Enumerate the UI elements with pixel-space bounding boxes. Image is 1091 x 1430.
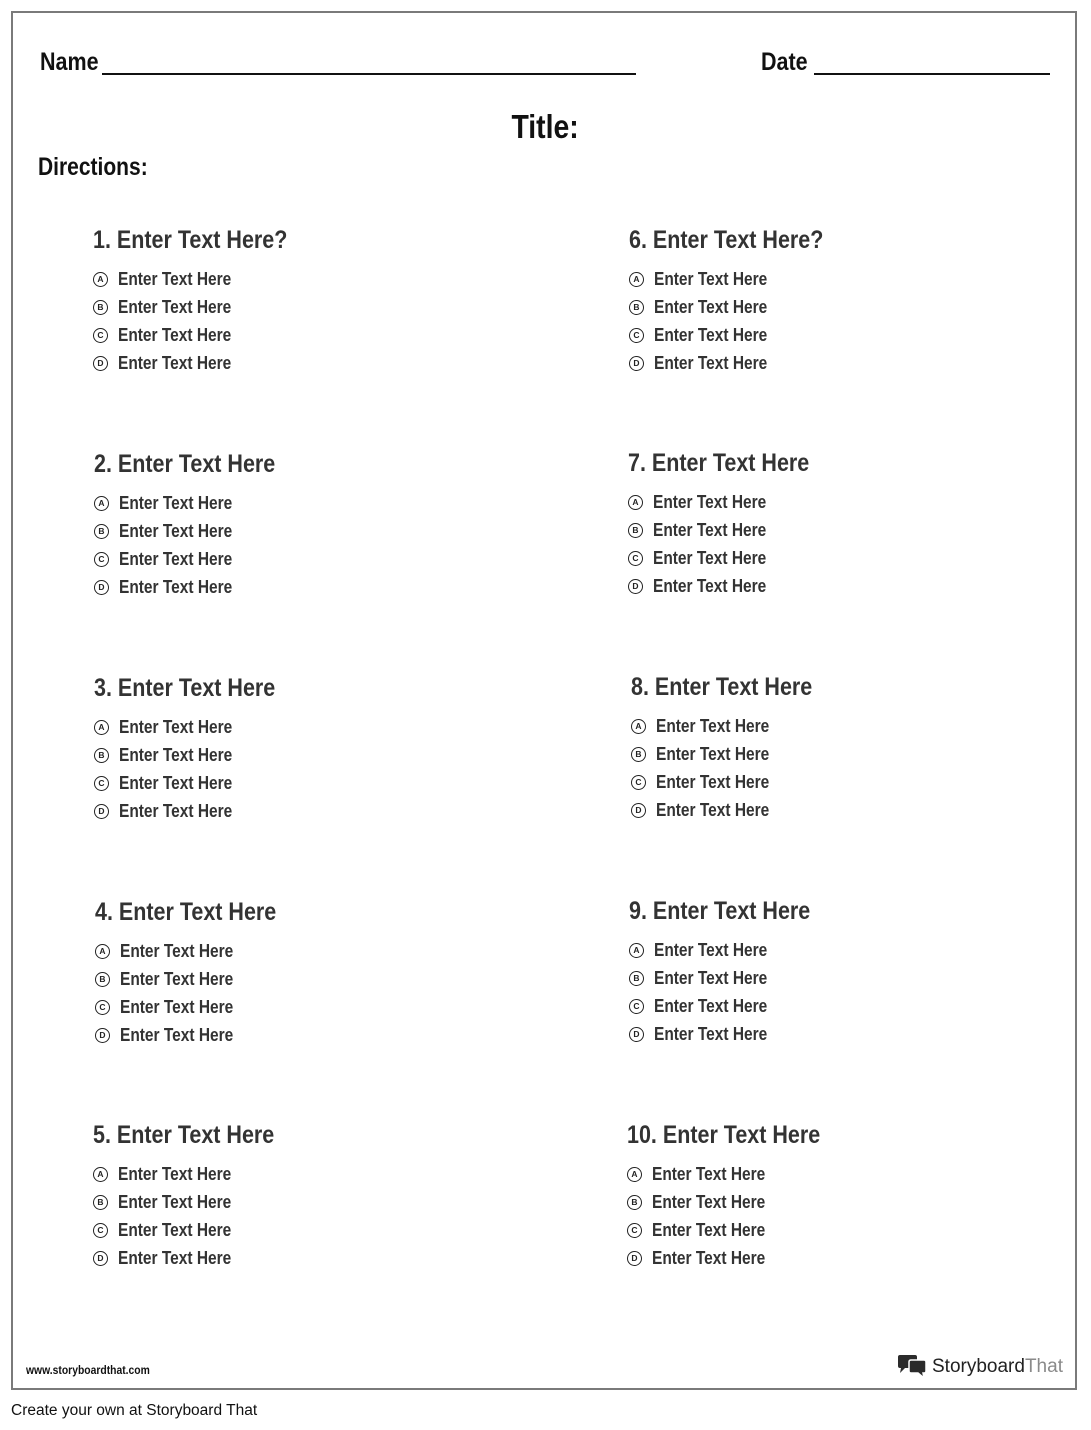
answer-option[interactable] — [93, 1188, 513, 1216]
answer-option[interactable] — [93, 1244, 513, 1272]
answer-option[interactable] — [629, 936, 1049, 964]
answer-bubble[interactable]: A — [628, 495, 643, 510]
answer-option[interactable] — [94, 517, 514, 545]
question-block — [95, 896, 515, 1049]
answer-text: Enter Text Here — [656, 743, 770, 764]
answer-bubble[interactable]: B — [93, 300, 108, 315]
answer-option[interactable] — [93, 349, 513, 377]
answer-text: Enter Text Here — [119, 520, 233, 541]
answer-option[interactable] — [629, 321, 1049, 349]
answer-text: Enter Text Here — [118, 324, 232, 345]
answer-bubble[interactable]: A — [627, 1167, 642, 1182]
answer-bubble[interactable]: A — [629, 943, 644, 958]
answer-bubble[interactable]: D — [628, 579, 643, 594]
answer-text: Enter Text Here — [654, 1023, 768, 1044]
answer-text: Enter Text Here — [652, 1191, 766, 1212]
answer-text: Enter Text Here — [652, 1163, 766, 1184]
question-title: 7. Enter Text Here — [628, 449, 810, 477]
answer-text: Enter Text Here — [119, 576, 233, 597]
answer-text: Enter Text Here — [119, 772, 233, 793]
question-title: 10. Enter Text Here — [627, 1121, 821, 1149]
answer-option[interactable] — [93, 1216, 513, 1244]
answer-option[interactable] — [627, 1188, 1047, 1216]
answer-bubble[interactable]: D — [94, 580, 109, 595]
answer-bubble[interactable]: D — [93, 1251, 108, 1266]
answer-bubble[interactable]: C — [629, 999, 644, 1014]
answer-option[interactable] — [631, 712, 1051, 740]
answer-bubble[interactable]: C — [93, 328, 108, 343]
answer-bubble[interactable]: B — [93, 1195, 108, 1210]
answer-option[interactable] — [94, 741, 514, 769]
answer-option[interactable] — [627, 1216, 1047, 1244]
answer-text: Enter Text Here — [118, 268, 232, 289]
answer-text: Enter Text Here — [654, 324, 768, 345]
answer-text: Enter Text Here — [652, 1219, 766, 1240]
answer-bubble[interactable]: A — [95, 944, 110, 959]
answer-text: Enter Text Here — [119, 800, 233, 821]
answer-option[interactable] — [629, 349, 1049, 377]
answer-option[interactable] — [95, 1021, 515, 1049]
speech-bubbles-icon — [896, 1354, 928, 1380]
question-title: 9. Enter Text Here — [629, 897, 811, 925]
answer-bubble[interactable]: D — [629, 356, 644, 371]
answer-options — [94, 489, 514, 601]
answer-text: Enter Text Here — [653, 547, 767, 568]
answer-text: Enter Text Here — [119, 716, 233, 737]
answer-text: Enter Text Here — [120, 996, 234, 1017]
answer-bubble[interactable]: D — [631, 803, 646, 818]
answer-text: Enter Text Here — [654, 939, 768, 960]
answer-option[interactable] — [95, 965, 515, 993]
answer-option[interactable] — [629, 265, 1049, 293]
answer-option[interactable] — [93, 293, 513, 321]
answer-option[interactable] — [628, 516, 1048, 544]
answer-text: Enter Text Here — [654, 967, 768, 988]
answer-option[interactable] — [627, 1244, 1047, 1272]
answer-options — [95, 937, 515, 1049]
answer-option[interactable] — [631, 768, 1051, 796]
answer-options — [93, 265, 513, 377]
question-block — [629, 224, 1049, 377]
question-block — [93, 1119, 513, 1272]
answer-text: Enter Text Here — [656, 799, 770, 820]
date-label: Date — [761, 48, 808, 76]
answer-option[interactable] — [94, 489, 514, 517]
answer-option[interactable] — [629, 1020, 1049, 1048]
answer-text: Enter Text Here — [654, 995, 768, 1016]
answer-text: Enter Text Here — [653, 491, 767, 512]
answer-text: Enter Text Here — [118, 296, 232, 317]
answer-bubble[interactable]: A — [94, 720, 109, 735]
answer-text: Enter Text Here — [652, 1247, 766, 1268]
question-title: 6. Enter Text Here? — [629, 226, 824, 254]
answer-text: Enter Text Here — [118, 352, 232, 373]
site-url: www.storyboardthat.com — [26, 1365, 150, 1377]
answer-bubble[interactable]: C — [93, 1223, 108, 1238]
answer-text: Enter Text Here — [653, 575, 767, 596]
answer-text: Enter Text Here — [654, 296, 768, 317]
answer-text: Enter Text Here — [118, 1191, 232, 1212]
answer-text: Enter Text Here — [656, 715, 770, 736]
answer-option[interactable] — [631, 740, 1051, 768]
question-block — [627, 1119, 1047, 1272]
answer-bubble[interactable]: D — [627, 1251, 642, 1266]
brand-name: StoryboardThat — [932, 1356, 1063, 1377]
date-line[interactable] — [814, 73, 1050, 75]
answer-bubble[interactable]: A — [629, 272, 644, 287]
answer-text: Enter Text Here — [120, 968, 234, 989]
answer-options — [628, 488, 1048, 600]
answer-bubble[interactable]: A — [93, 272, 108, 287]
name-line[interactable] — [102, 73, 636, 75]
answer-bubble[interactable]: B — [627, 1195, 642, 1210]
answer-option[interactable] — [629, 992, 1049, 1020]
page-title: Title: — [511, 108, 580, 145]
storyboardthat-logo — [896, 1354, 1063, 1380]
answer-option[interactable] — [628, 488, 1048, 516]
answer-text: Enter Text Here — [120, 1024, 234, 1045]
answer-options — [631, 712, 1051, 824]
answer-bubble[interactable]: D — [94, 804, 109, 819]
answer-option[interactable] — [628, 572, 1048, 600]
answer-options — [629, 936, 1049, 1048]
answer-bubble[interactable]: B — [629, 971, 644, 986]
answer-options — [93, 1160, 513, 1272]
answer-option[interactable] — [94, 573, 514, 601]
question-title: 8. Enter Text Here — [631, 673, 813, 701]
answer-text: Enter Text Here — [119, 548, 233, 569]
question-block — [94, 448, 514, 601]
answer-bubble[interactable]: C — [94, 552, 109, 567]
question-block — [93, 224, 513, 377]
answer-bubble[interactable]: C — [628, 551, 643, 566]
answer-bubble[interactable]: C — [631, 775, 646, 790]
answer-option[interactable] — [629, 293, 1049, 321]
create-footer-text: Create your own at Storyboard That — [11, 1402, 258, 1419]
answer-bubble[interactable]: B — [628, 523, 643, 538]
answer-options — [627, 1160, 1047, 1272]
answer-option[interactable] — [93, 1160, 513, 1188]
answer-bubble[interactable]: A — [94, 496, 109, 511]
answer-bubble[interactable]: C — [94, 776, 109, 791]
answer-text: Enter Text Here — [120, 940, 234, 961]
question-title: 4. Enter Text Here — [95, 898, 277, 926]
question-title: 3. Enter Text Here — [94, 674, 276, 702]
directions-label: Directions: — [38, 153, 148, 181]
question-block — [94, 672, 514, 825]
answer-bubble[interactable]: B — [94, 524, 109, 539]
answer-bubble[interactable]: A — [93, 1167, 108, 1182]
answer-text: Enter Text Here — [118, 1247, 232, 1268]
answer-option[interactable] — [629, 964, 1049, 992]
answer-option[interactable] — [93, 321, 513, 349]
answer-bubble[interactable]: A — [631, 719, 646, 734]
answer-options — [94, 713, 514, 825]
question-block — [629, 895, 1049, 1048]
answer-text: Enter Text Here — [654, 268, 768, 289]
name-label: Name — [40, 48, 99, 76]
answer-option[interactable] — [94, 769, 514, 797]
answer-option[interactable] — [94, 713, 514, 741]
answer-bubble[interactable]: B — [629, 300, 644, 315]
answer-option[interactable] — [95, 937, 515, 965]
answer-text: Enter Text Here — [119, 492, 233, 513]
answer-option[interactable] — [631, 796, 1051, 824]
answer-text: Enter Text Here — [119, 744, 233, 765]
answer-option[interactable] — [93, 265, 513, 293]
answer-bubble[interactable]: D — [629, 1027, 644, 1042]
question-title: 2. Enter Text Here — [94, 450, 276, 478]
answer-text: Enter Text Here — [654, 352, 768, 373]
answer-bubble[interactable]: C — [95, 1000, 110, 1015]
answer-text: Enter Text Here — [653, 519, 767, 540]
answer-option[interactable] — [628, 544, 1048, 572]
answer-bubble[interactable]: D — [95, 1028, 110, 1043]
answer-text: Enter Text Here — [656, 771, 770, 792]
answer-option[interactable] — [94, 797, 514, 825]
question-block — [628, 447, 1048, 600]
answer-option[interactable] — [627, 1160, 1047, 1188]
answer-option[interactable] — [94, 545, 514, 573]
answer-bubble[interactable]: C — [627, 1223, 642, 1238]
answer-bubble[interactable]: B — [95, 972, 110, 987]
answer-text: Enter Text Here — [118, 1163, 232, 1184]
answer-options — [629, 265, 1049, 377]
question-block — [631, 671, 1051, 824]
answer-bubble[interactable]: C — [629, 328, 644, 343]
answer-bubble[interactable]: D — [93, 356, 108, 371]
question-title: 5. Enter Text Here — [93, 1121, 275, 1149]
answer-bubble[interactable]: B — [94, 748, 109, 763]
answer-bubble[interactable]: B — [631, 747, 646, 762]
question-title: 1. Enter Text Here? — [93, 226, 288, 254]
answer-text: Enter Text Here — [118, 1219, 232, 1240]
answer-option[interactable] — [95, 993, 515, 1021]
